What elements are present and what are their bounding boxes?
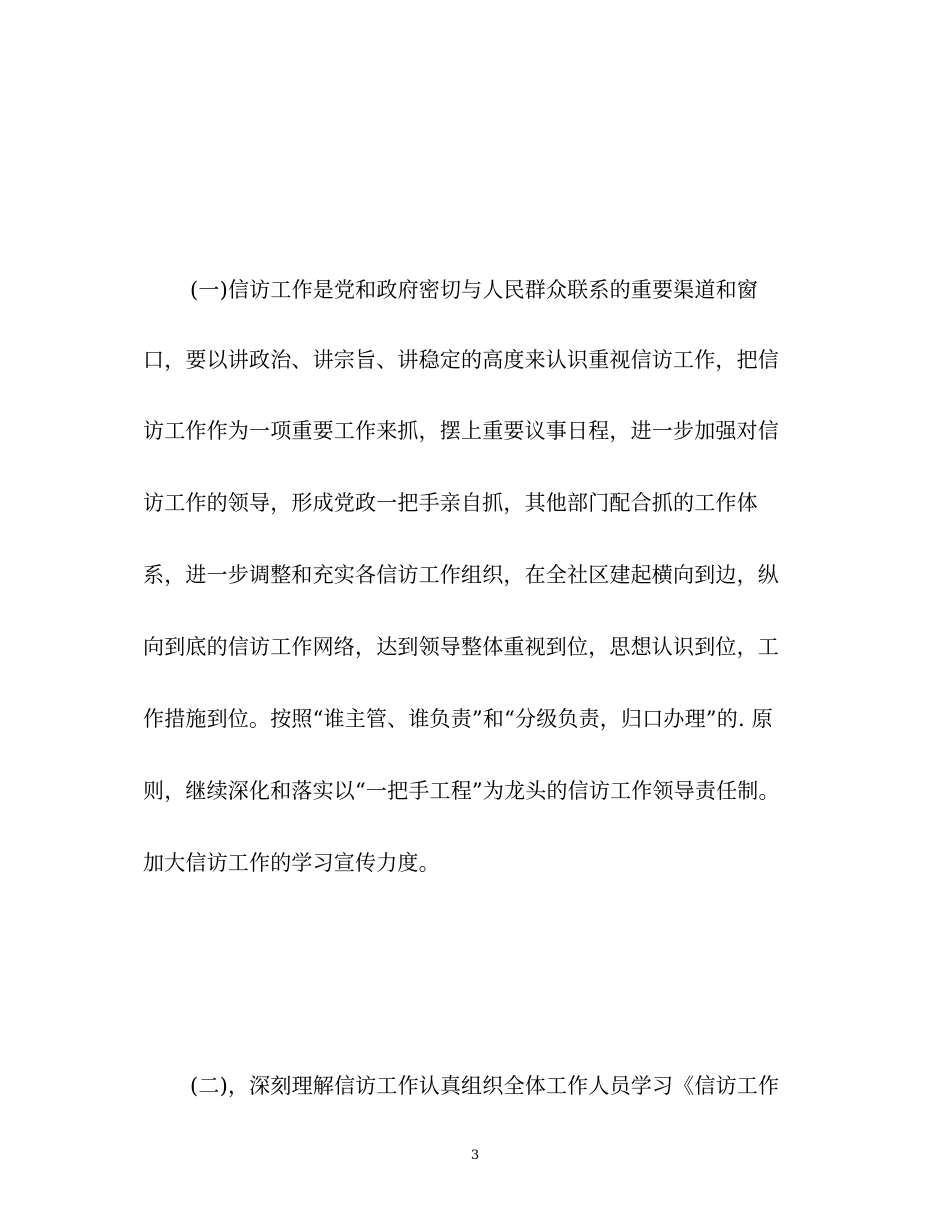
paragraph-1-line-4: 访工作的领导，形成党政一把手亲自抓，其他部门配合抓的工作体: [143, 491, 758, 515]
paragraph-1-line-5: 系，进一步调整和充实各信访工作组织，在全社区建起横向到边，纵: [143, 563, 779, 587]
paragraph-1-line-3: 访工作作为一项重要工作来抓，摆上重要议事日程，进一步加强对信: [143, 419, 779, 443]
page-number: 3: [470, 1148, 480, 1163]
paragraph-1-line-7: 作措施到位。按照“谁主管、谁负责”和“分级负责，归口办理”的. 原: [143, 707, 773, 731]
paragraph-1-line-8: 则，继续深化和落实以“一把手工程”为龙头的信访工作领导责任制。: [143, 779, 780, 803]
paragraph-2-line-1: (二)，深刻理解信访工作认真组织全体工作人员学习《信访工作: [190, 1074, 780, 1098]
paragraph-1-line-6: 向到底的信访工作网络，达到领导整体重视到位，思想认识到位，工: [143, 635, 779, 659]
paragraph-1-line-1: (一)信访工作是党和政府密切与人民群众联系的重要渠道和窗: [190, 278, 758, 302]
paragraph-1-line-2: 口，要以讲政治、讲宗旨、讲稳定的高度来认识重视信访工作，把信: [143, 348, 779, 372]
paragraph-1-line-9: 加大信访工作的学习宣传力度。: [143, 851, 440, 875]
